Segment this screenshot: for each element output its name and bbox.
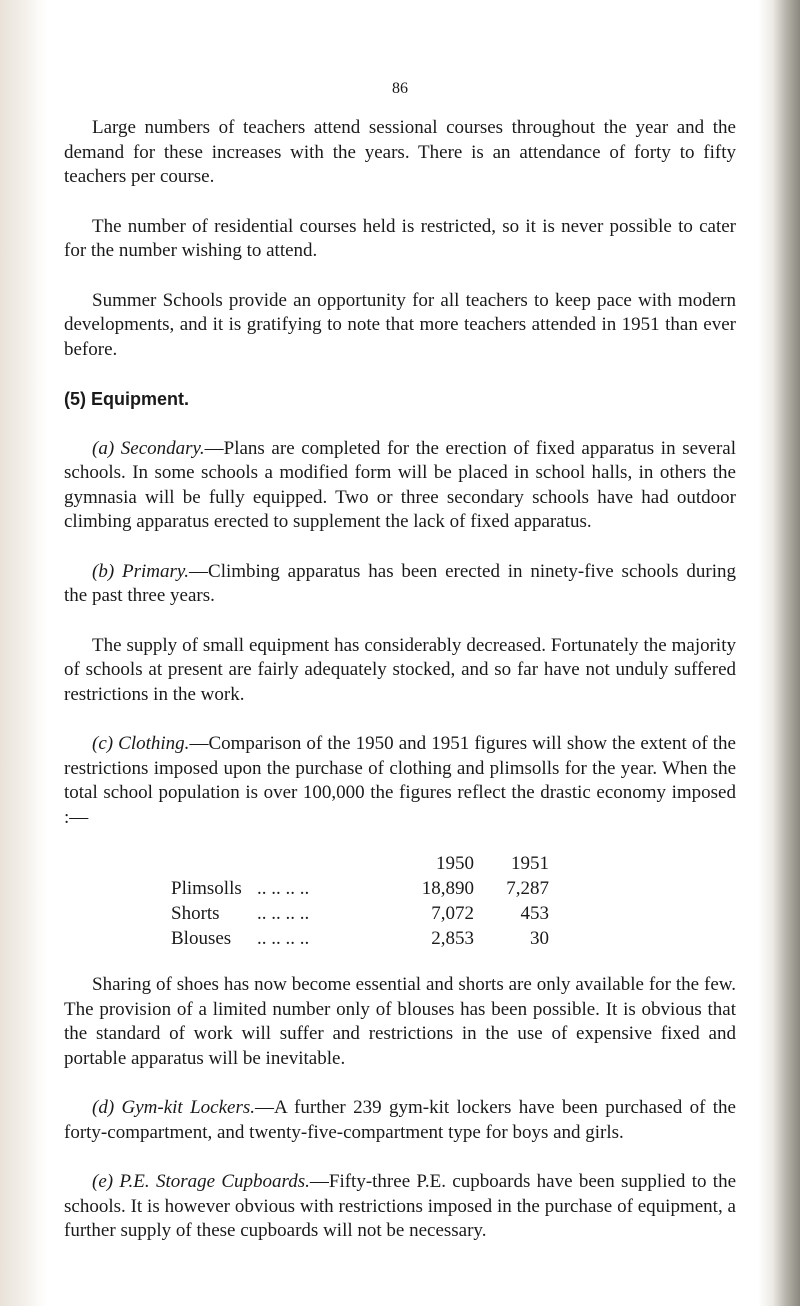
label-secondary: (a) Secondary. (92, 437, 205, 459)
row-leader-dots: .. .. .. .. (257, 928, 310, 949)
row-value-1951: 7,287 (506, 878, 549, 899)
label-gym-kit-lockers: (d) Gym-kit Lockers. (92, 1097, 255, 1118)
column-header-1950: 1950 (436, 852, 474, 874)
row-value-1951: 453 (520, 903, 549, 924)
paragraph-storage-cupboards (64, 1170, 736, 1244)
paragraph-clothing (64, 732, 736, 830)
table-row (171, 926, 549, 951)
row-leader-dots: .. .. .. .. (257, 878, 310, 899)
paragraph-small-equipment: The supply of small equipment has considerably decreased. Fortunately the majority of schools at present are fairly adequately stocked, and so far have not unduly suffered restrictions in the work. (64, 634, 736, 705)
row-value-1951: 30 (530, 928, 549, 949)
text-gym-kit-lockers: —A further 239 gym-kit lockers have been purchased of the forty-compartment, and twenty-five-compartment type for boys and girls. (64, 1097, 736, 1143)
row-value-1950: 2,853 (431, 928, 474, 949)
row-item: Plimsolls (171, 878, 242, 899)
page-number: 86 (392, 80, 408, 97)
text-storage-cupboards: —Fifty-three P.E. cupboards have been supplied to the schools. It is however obvious with restrictions imposed in the purchase of equipment, a further supply of these cupboards will not be necessary. (64, 1171, 736, 1241)
row-value-1950: 7,072 (431, 903, 474, 924)
column-header-1951: 1951 (511, 852, 549, 874)
paragraph-primary (64, 560, 736, 609)
row-item: Blouses (171, 928, 232, 949)
section-heading-equipment: (5) Equipment. (64, 389, 189, 409)
paragraph-sessional-courses: Large numbers of teachers attend sessional courses throughout the year and the demand for these increases with the years. There is an attendance of forty to fifty teachers per course. (64, 117, 736, 187)
row-value-1950: 18,890 (421, 878, 474, 899)
table-header-row (171, 850, 549, 876)
text-clothing: —Comparison of the 1950 and 1951 figures will show the extent of the restrictions imposed upon the purchase of clothing and plimsolls for the year. When the total school population is over 100,000 the figures reflect the drastic economy imposed :— (64, 733, 736, 828)
paragraph-summer-schools: Summer Schools provide an opportunity for all teachers to keep pace with modern developments, and it is gratifying to note that more teachers attended in 1951 than ever before. (64, 289, 736, 360)
row-item: Shorts (171, 903, 220, 924)
paragraph-residential-courses: The number of residential courses held is restricted, so it is never possible to cater for the number wishing to attend. (64, 215, 736, 261)
text-secondary: —Plans are completed for the erection of fixed apparatus in several schools. In some schools a modified form will be placed in school halls, in others the gymnasia will be fully equipped. Two or three secondary schools have had outdoor climbing apparatus erected to supplement the lack of fixed apparatus. (64, 437, 736, 532)
clothing-figures-table (171, 850, 549, 951)
text-primary: —Climbing apparatus has been erected in ninety-five schools during the past three years. (64, 560, 736, 606)
table-row (171, 876, 549, 901)
paragraph-sharing: Sharing of shoes has now become essential and shorts are only available for the few. The provision of a limited number only of blouses has been possible. It is obvious that the standard of work will suffer and restrictions in the use of expensive fixed and portable apparatus will be inevitable. (64, 974, 736, 1069)
label-primary: (b) Primary. (92, 560, 190, 582)
paragraph-gym-kit-lockers (64, 1096, 736, 1145)
table-row (171, 901, 549, 926)
page-left-edge-shadow (0, 0, 48, 1306)
page-body (64, 116, 736, 1269)
label-storage-cupboards: (e) P.E. Storage Cupboards. (92, 1171, 310, 1192)
paragraph-secondary (64, 437, 736, 535)
page-right-edge-shadow (758, 0, 800, 1306)
label-clothing: (c) Clothing. (92, 733, 190, 754)
row-leader-dots: .. .. .. .. (257, 903, 310, 924)
